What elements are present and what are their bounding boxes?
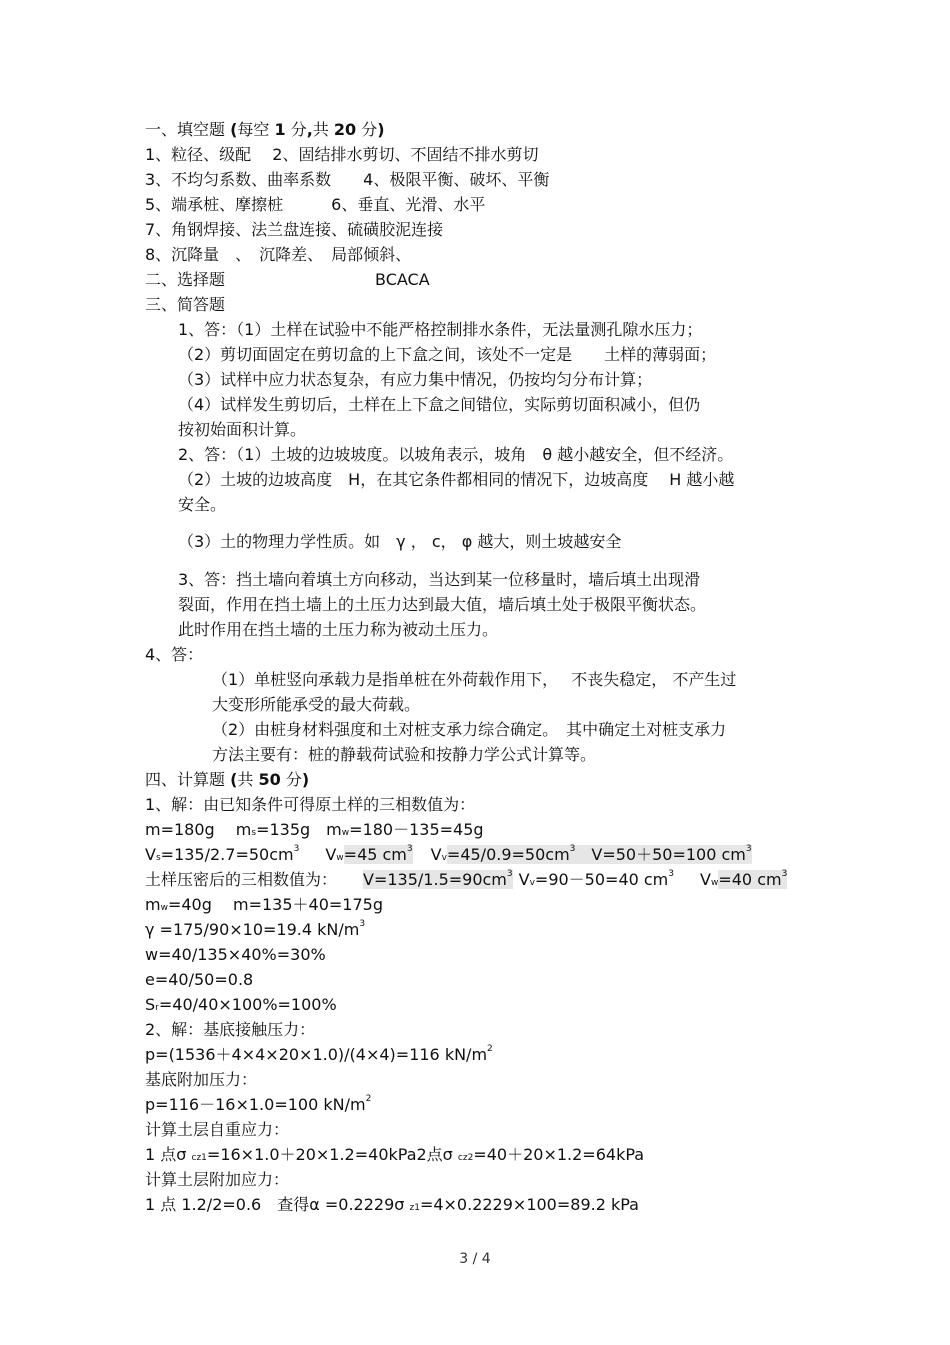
line-08: 三、简答题 <box>145 295 226 314</box>
line-23: 大变形所能承受的最大荷载。 <box>212 695 421 714</box>
line-11: （3）试样中应力状态复杂，有应力集中情况，仍按均匀分布计算； <box>178 370 653 389</box>
line-01: 一、填空题 (每空 1 分,共 20 分) <box>145 120 385 139</box>
line-16: 安全。 <box>178 495 227 514</box>
line-20: 此时作用在挡土墙的土压力称为被动土压力。 <box>178 620 499 639</box>
line-34: e=40/50=0.8 <box>145 970 254 989</box>
line-33: w=40/135×40%=30% <box>145 945 326 964</box>
line-12: （4）试样发生剪切后，土样在上下盒之间错位，实际剪切面积减小，但仍 <box>178 395 701 414</box>
line-06: 8、沉降量 、 沉降差、 局部倾斜、 <box>145 245 412 264</box>
line-26: 四、计算题 (共 50 分) <box>145 770 310 789</box>
line-28: m=180g ms=135g mw=180－135=45g <box>145 820 484 839</box>
line-14: 2、答：（1）土坡的边坡坡度。以坡角表示，坡角 θ 越小越安全，但不经济。 <box>178 445 734 464</box>
line-18: 3、答：挡土墙向着填土方向移动，当达到某一位移量时，墙后填土出现滑 <box>178 570 701 589</box>
line-37: p=(1536＋4×4×20×1.0)/(4×4)=116 $kN/m^2$ <box>145 1044 493 1064</box>
line-36: 2、解：基底接触压力： <box>145 1020 316 1039</box>
line-17: （3）土的物理力学性质。如 γ ， c， φ 越大，则土坡越安全 <box>178 532 622 551</box>
line-19: 裂面，作用在挡土墙上的土压力达到最大值，墙后填土处于极限平衡状态。 <box>178 595 707 614</box>
line-32: γ =175/90×10=19.4 $kN/m^3$ <box>145 919 366 939</box>
line-15: （2）土坡的边坡高度 H，在其它条件都相同的情况下，边坡高度 H 越小越 <box>178 470 735 489</box>
line-05: 7、角钢焊接、法兰盘连接、硫磺胶泥连接 <box>145 220 444 239</box>
line-02: 1、粒径、级配 2、固结排水剪切、不固结不排水剪切 <box>145 145 539 164</box>
line-40: 计算土层自重应力： <box>145 1120 290 1139</box>
line-13: 按初始面积计算。 <box>178 420 307 439</box>
line-43: 1 点 1.2/2=0.6 查得α =0.2229σ z1=4×0.2229×100=89.2 kPa <box>145 1195 639 1214</box>
line-38: 基底附加压力： <box>145 1070 258 1089</box>
line-39: p=116－16×1.0=100 $kN/m^2$ <box>145 1094 372 1114</box>
line-04: 5、端承桩、摩擦桩 6、垂直、光滑、水平 <box>145 195 486 214</box>
line-41: 1 点σ cz1=16×1.0＋20×1.2=40kPa2点σ cz2=40＋20×1.2=64kPa <box>145 1145 645 1164</box>
line-29: $Vs=135/2.7=50cm^3$ Vw=45 $cm^3$ $Vv=45/0.9=50cm^3$ V=50＋50=100 $cm^3$ <box>145 844 752 864</box>
line-42: 计算土层附加应力： <box>145 1170 290 1189</box>
line-22: （1）单桩竖向承载力是指单桩在外荷载作用下， 不丧失稳定， 不产生过 <box>212 670 737 689</box>
line-21: 4、答： <box>145 645 204 664</box>
line-07: 二、选择题 BCACA <box>145 270 430 289</box>
line-09: 1、答：（1）土样在试验中不能严格控制排水条件，无法量测孔隙水压力； <box>178 320 703 339</box>
line-30: 土样压密后的三相数值为： $V=135/1.5=90cm^3$ Vv=90－50=40 $cm^3$ Vw=40 $cm^3$ <box>145 869 788 889</box>
line-10: （2）剪切面固定在剪切盒的上下盒之间，该处不一定是 土样的薄弱面； <box>178 345 717 364</box>
line-27: 1、解：由已知条件可得原土样的三相数值为： <box>145 795 476 814</box>
line-24: （2）由桩身材料强度和土对桩支承力综合确定。 其中确定土对桩支承力 <box>212 720 727 739</box>
line-35: Sr=40/40×100%=100% <box>145 995 337 1014</box>
line-31: mw=40g m=135＋40=175g <box>145 895 383 914</box>
page-number: 3 / 4 <box>459 1251 491 1267</box>
line-03: 3、不均匀系数、曲率系数 4、极限平衡、破坏、平衡 <box>145 170 550 189</box>
line-25: 方法主要有：桩的静载荷试验和按静力学公式计算等。 <box>212 745 597 764</box>
